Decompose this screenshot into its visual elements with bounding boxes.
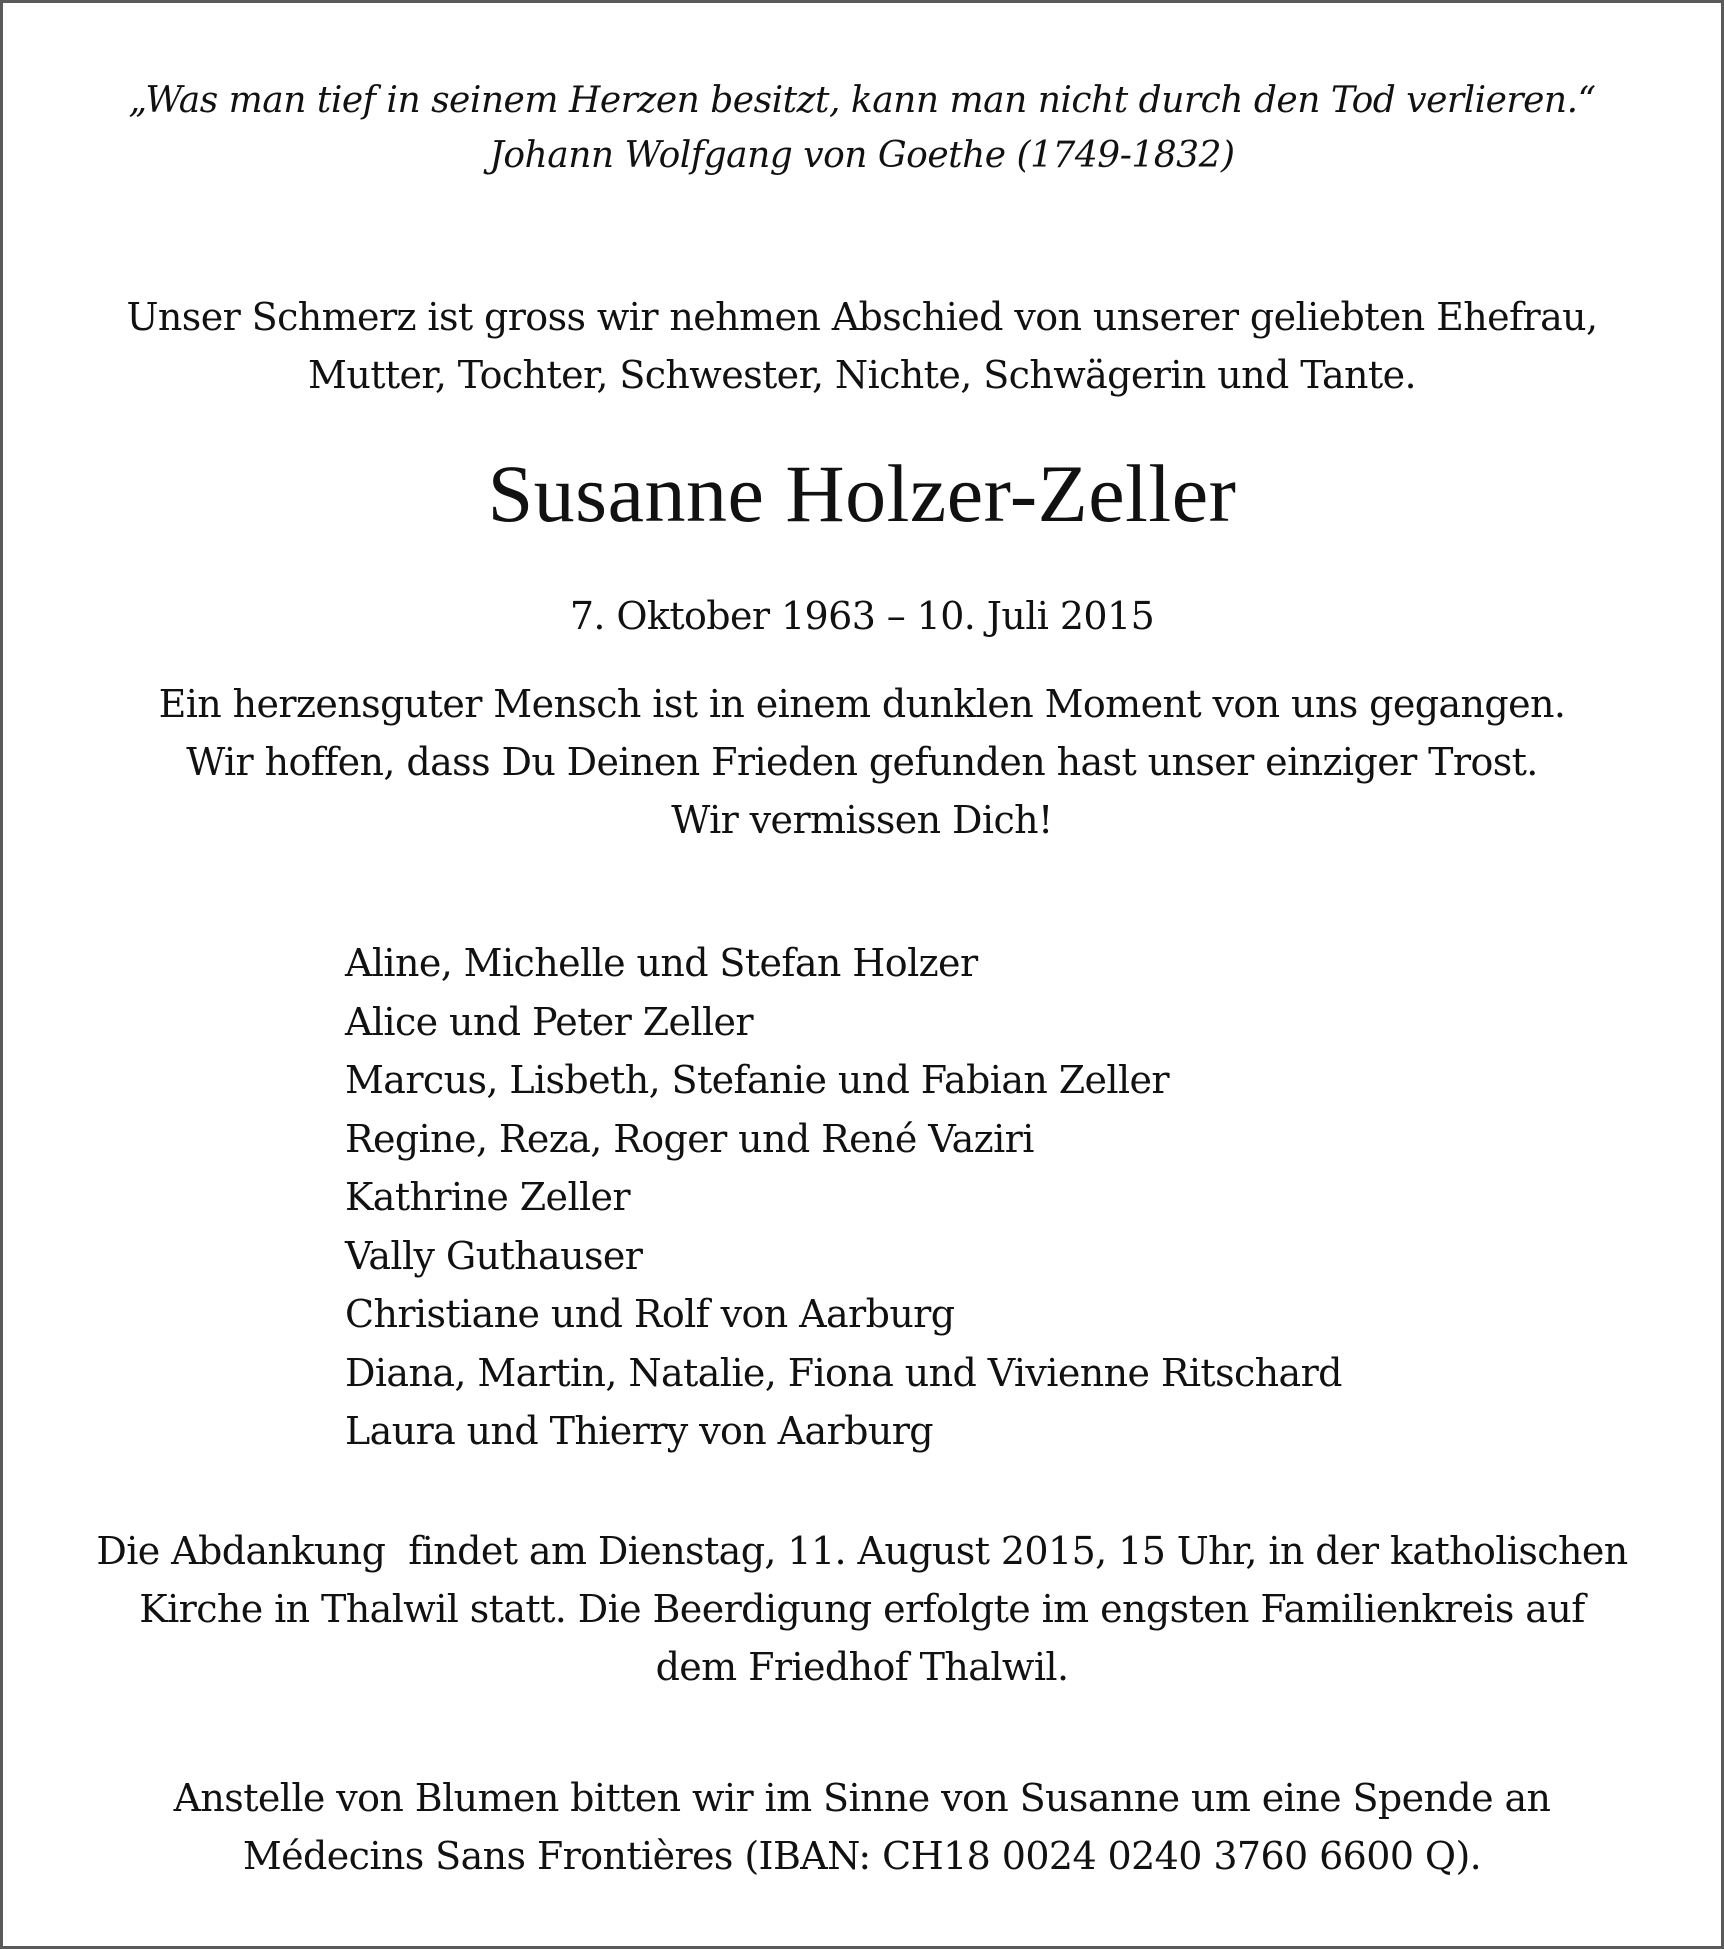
message-line-3: Wir vermissen Dich! [671,798,1053,842]
family-member: Vally Guthauser [345,1233,643,1278]
service-line-2: Kirche in Thalwil statt. Die Beerdigung erfolgte im engsten Familienkreis auf [139,1587,1585,1631]
family-member: Christiane und Rolf von Aarburg [345,1292,955,1336]
quote-text: „Was man tief in seinem Herzen besitzt, kann man nicht durch den Tod verlieren.“ [128,80,1596,121]
intro-line-2: Mutter, Tochter, Schwester, Nichte, Schwägerin und Tante. [308,353,1416,397]
intro-line-1: Unser Schmerz ist gross wir nehmen Abschied von unserer geliebten Ehefrau, [126,295,1598,339]
family-member: Laura und Thierry von Aarburg [345,1409,934,1453]
farewell-message [0,675,1724,849]
life-dates: 7. Oktober 1963 – 10. Juli 2015 [569,594,1155,638]
family-member: Aline, Michelle und Stefan Holzer [345,941,978,985]
message-line-1: Ein herzensguter Mensch ist in einem dunklen Moment von uns gegangen. [158,682,1566,726]
donation-line-1: Anstelle von Blumen bitten wir im Sinne von Susanne um eine Spende an [173,1776,1551,1820]
donation-request [0,1769,1724,1885]
family-member: Marcus, Lisbeth, Stefanie und Fabian Zeller [345,1058,1169,1102]
family-list [345,934,1342,1461]
family-member: Kathrine Zeller [345,1175,630,1219]
service-line-3: dem Friedhof Thalwil. [655,1645,1069,1689]
family-member: Regine, Reza, Roger und René Vaziri [345,1116,1034,1161]
family-member: Diana, Martin, Natalie, Fiona und Vivienne Ritschard [345,1350,1342,1395]
goethe-quote [0,73,1724,183]
message-line-2: Wir hoffen, dass Du Deinen Frieden gefunden hast unser einziger Trost. [186,740,1538,784]
family-member: Alice und Peter Zeller [345,999,753,1044]
intro-paragraph [0,288,1724,404]
service-line-1: Die Abdankung findet am Dienstag, 11. August 2015, 15 Uhr, in der katholischen [96,1529,1628,1573]
donation-line-2: Médecins Sans Frontières (IBAN: CH18 0024 0240 3760 6600 Q). [242,1834,1482,1878]
deceased-name: Susanne Holzer-Zeller [487,448,1237,539]
service-details [0,1522,1724,1696]
quote-author: Johann Wolfgang von Goethe (1749-1832) [489,135,1235,176]
